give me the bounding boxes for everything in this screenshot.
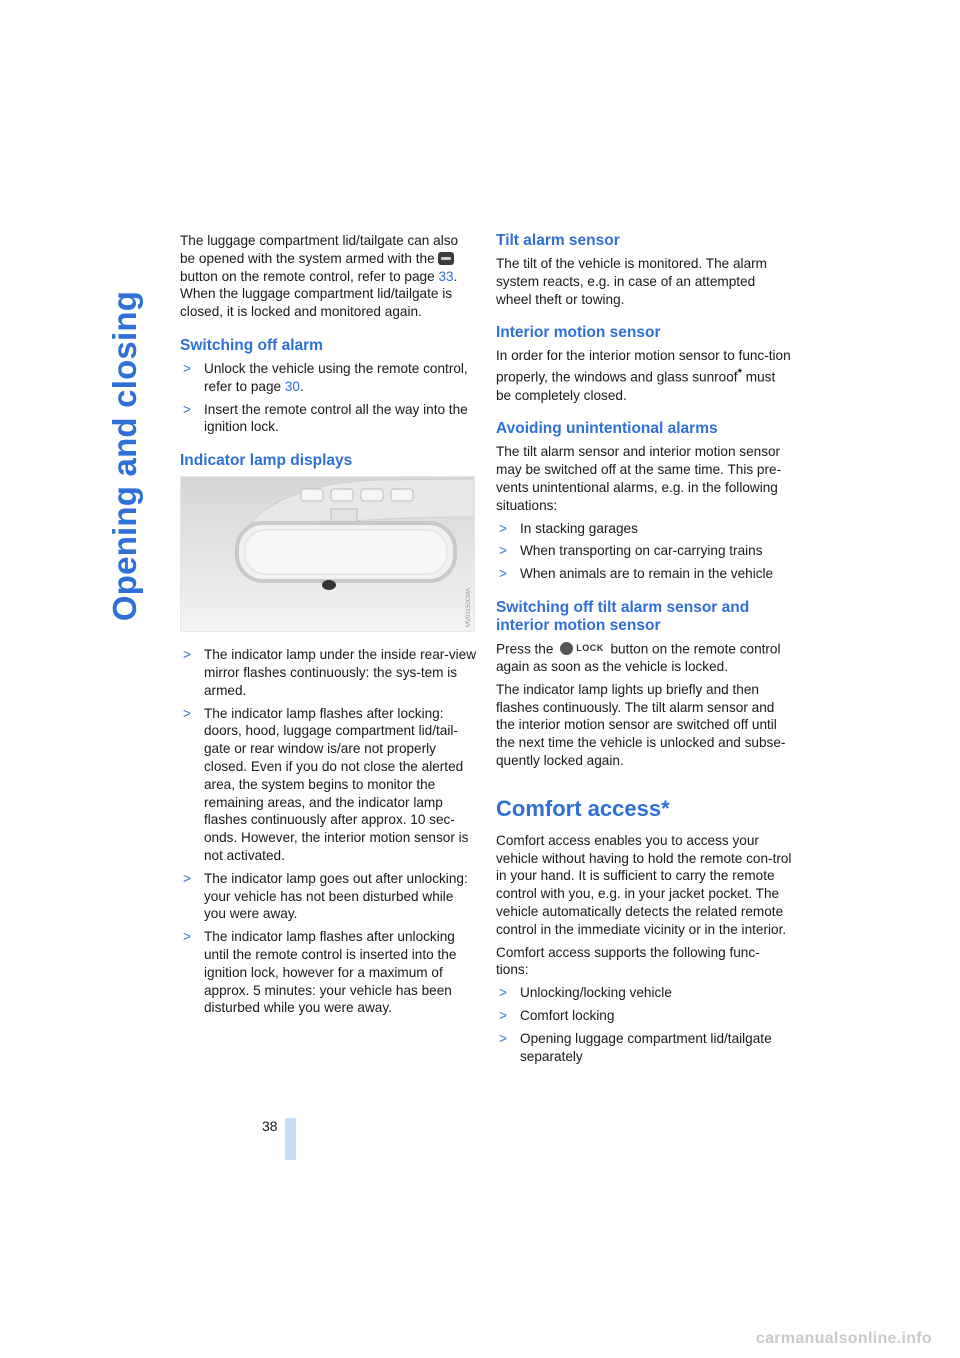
- list-item: [180, 646, 476, 699]
- list-item-text: The indicator lamp flashes after locking: doors, hood, luggage compartment lid/tail-gate or rear window is/are not properly closed. Even if you do not close the alerted area, the system begins to monitor the remaining areas, and the indicator lamp flashes continuously after approx. 10 sec-onds. However, the interior motion sensor is not activated.: [204, 705, 469, 863]
- press-lock-paragraph: [496, 640, 792, 676]
- intro-paragraph: [180, 232, 476, 321]
- bullet-marker: >: [183, 929, 191, 945]
- list-item: [496, 984, 792, 1002]
- footer-watermark: carmanualsonline.info: [755, 1330, 932, 1347]
- page-ref-link[interactable]: 33: [438, 268, 454, 284]
- bullet-marker: >: [499, 1030, 507, 1046]
- list-item: [180, 705, 476, 865]
- list-item: [496, 1007, 792, 1025]
- comfort-access-paragraph: Comfort access enables you to access your vehicle without having to hold the remote con-trol in your hand. It is sufficient to carry the remote control with you, e.g. in your jacket pocket. The vehicle automatically detects the related remote control in the immediate vicinity or in the interior.: [496, 832, 792, 937]
- left-column: [180, 232, 476, 1022]
- bullet-marker: >: [499, 1008, 507, 1024]
- chapter-title-text: Opening and closing: [106, 290, 143, 622]
- list-item: [180, 360, 476, 396]
- intro-text-c: . When the luggage compartment lid/tailgate is closed, it is locked and monitored again.: [180, 268, 458, 320]
- list-item-end: .: [300, 378, 304, 394]
- press-text-a: Press the: [496, 641, 554, 657]
- bullet-marker: >: [183, 870, 191, 886]
- figure-code: MV03150CMA: [466, 588, 472, 628]
- page-number-bar: [285, 1118, 296, 1160]
- list-item-text: Unlock the vehicle using the remote control, refer to page: [204, 360, 468, 394]
- indicator-lamp-heading: Indicator lamp displays: [180, 452, 353, 470]
- switching-off-tilt-heading: Switching off tilt alarm sensor and interior motion sensor: [496, 598, 750, 634]
- list-item-text: Comfort locking: [520, 1008, 615, 1024]
- interior-text-b: must be completely closed.: [496, 369, 776, 403]
- bullet-marker: >: [499, 985, 507, 1001]
- bullet-marker: >: [499, 566, 507, 582]
- list-item-text: In stacking garages: [520, 520, 638, 536]
- list-item-text: Opening luggage compartment lid/tailgate separately: [520, 1030, 772, 1064]
- optional-equipment-star: *: [737, 367, 742, 380]
- list-item-text: The indicator lamp flashes after unlocking until the remote control is inserted into the ignition lock, however for a maximum of approx. 5 minutes: your vehicle has been disturbed while you were away.: [204, 929, 457, 1016]
- comfort-supports-paragraph: Comfort access supports the following func-tions:: [496, 944, 760, 978]
- interior-text-a: In order for the interior motion sensor to func-tion properly, the windows and glass sunroof: [496, 348, 791, 385]
- press-text-b: button on the remote control again as soon as the vehicle is locked.: [496, 641, 781, 675]
- intro-text-b: button on the remote control, refer to page: [180, 268, 435, 284]
- right-column: [496, 232, 792, 1070]
- list-item-text: The indicator lamp under the inside rear-view mirror flashes continuously: the sys-tem is armed.: [204, 647, 477, 698]
- bullet-marker: >: [183, 401, 191, 417]
- avoiding-alarms-paragraph: The tilt alarm sensor and interior motion sensor may be switched off at the same time. This pre-vents unintentional alarms, e.g. in the following situations:: [496, 444, 782, 513]
- intro-text-a: The luggage compartment lid/tailgate can also be opened with the system armed with the: [180, 233, 459, 266]
- list-item-text: The indicator lamp goes out after unlocking: your vehicle has not been disturbed while you were away.: [204, 870, 468, 922]
- page-number: 38: [262, 1118, 278, 1134]
- interior-motion-paragraph: [496, 347, 792, 404]
- list-item: [180, 401, 476, 437]
- rearview-mirror-figure: [180, 476, 475, 632]
- lock-button-icon: [560, 640, 604, 658]
- bullet-marker: >: [183, 360, 191, 376]
- bullet-marker: >: [499, 543, 507, 559]
- indicator-lamp-paragraph: The indicator lamp lights up briefly and then flashes continuously. The tilt alarm sensor and the interior motion sensor are switched off until the next time the vehicle is unlocked and subse-quently locked again.: [496, 681, 786, 769]
- list-item: [180, 928, 476, 1017]
- list-item-text: Insert the remote control all the way into the ignition lock.: [204, 401, 468, 435]
- tilt-alarm-paragraph: The tilt of the vehicle is monitored. The alarm system reacts, e.g. in case of an attempted wheel theft or towing.: [496, 256, 767, 307]
- lock-label: LOCK: [576, 642, 604, 653]
- bullet-marker: >: [499, 520, 507, 536]
- interior-motion-heading: Interior motion sensor: [496, 324, 661, 342]
- list-item: [496, 542, 792, 560]
- list-item: [180, 870, 476, 923]
- list-item: [496, 1030, 792, 1066]
- list-item-text: Unlocking/locking vehicle: [520, 985, 672, 1001]
- switching-off-alarm-heading: Switching off alarm: [180, 336, 323, 354]
- car-trunk-button-icon: [438, 252, 454, 265]
- list-item: [496, 565, 792, 583]
- list-item-text: When transporting on car-carrying trains: [520, 543, 763, 559]
- list-item-text: When animals are to remain in the vehicle: [520, 566, 774, 582]
- indicator-lamp: [322, 580, 336, 590]
- comfort-access-heading: Comfort access*: [496, 795, 670, 821]
- bullet-marker: >: [183, 647, 191, 663]
- tilt-alarm-heading: Tilt alarm sensor: [496, 232, 620, 249]
- page-ref-link[interactable]: 30: [284, 378, 300, 394]
- avoiding-alarms-heading: Avoiding unintentional alarms: [496, 420, 718, 438]
- list-item: [496, 520, 792, 538]
- chapter-side-title: [80, 236, 170, 676]
- bullet-marker: >: [183, 705, 191, 721]
